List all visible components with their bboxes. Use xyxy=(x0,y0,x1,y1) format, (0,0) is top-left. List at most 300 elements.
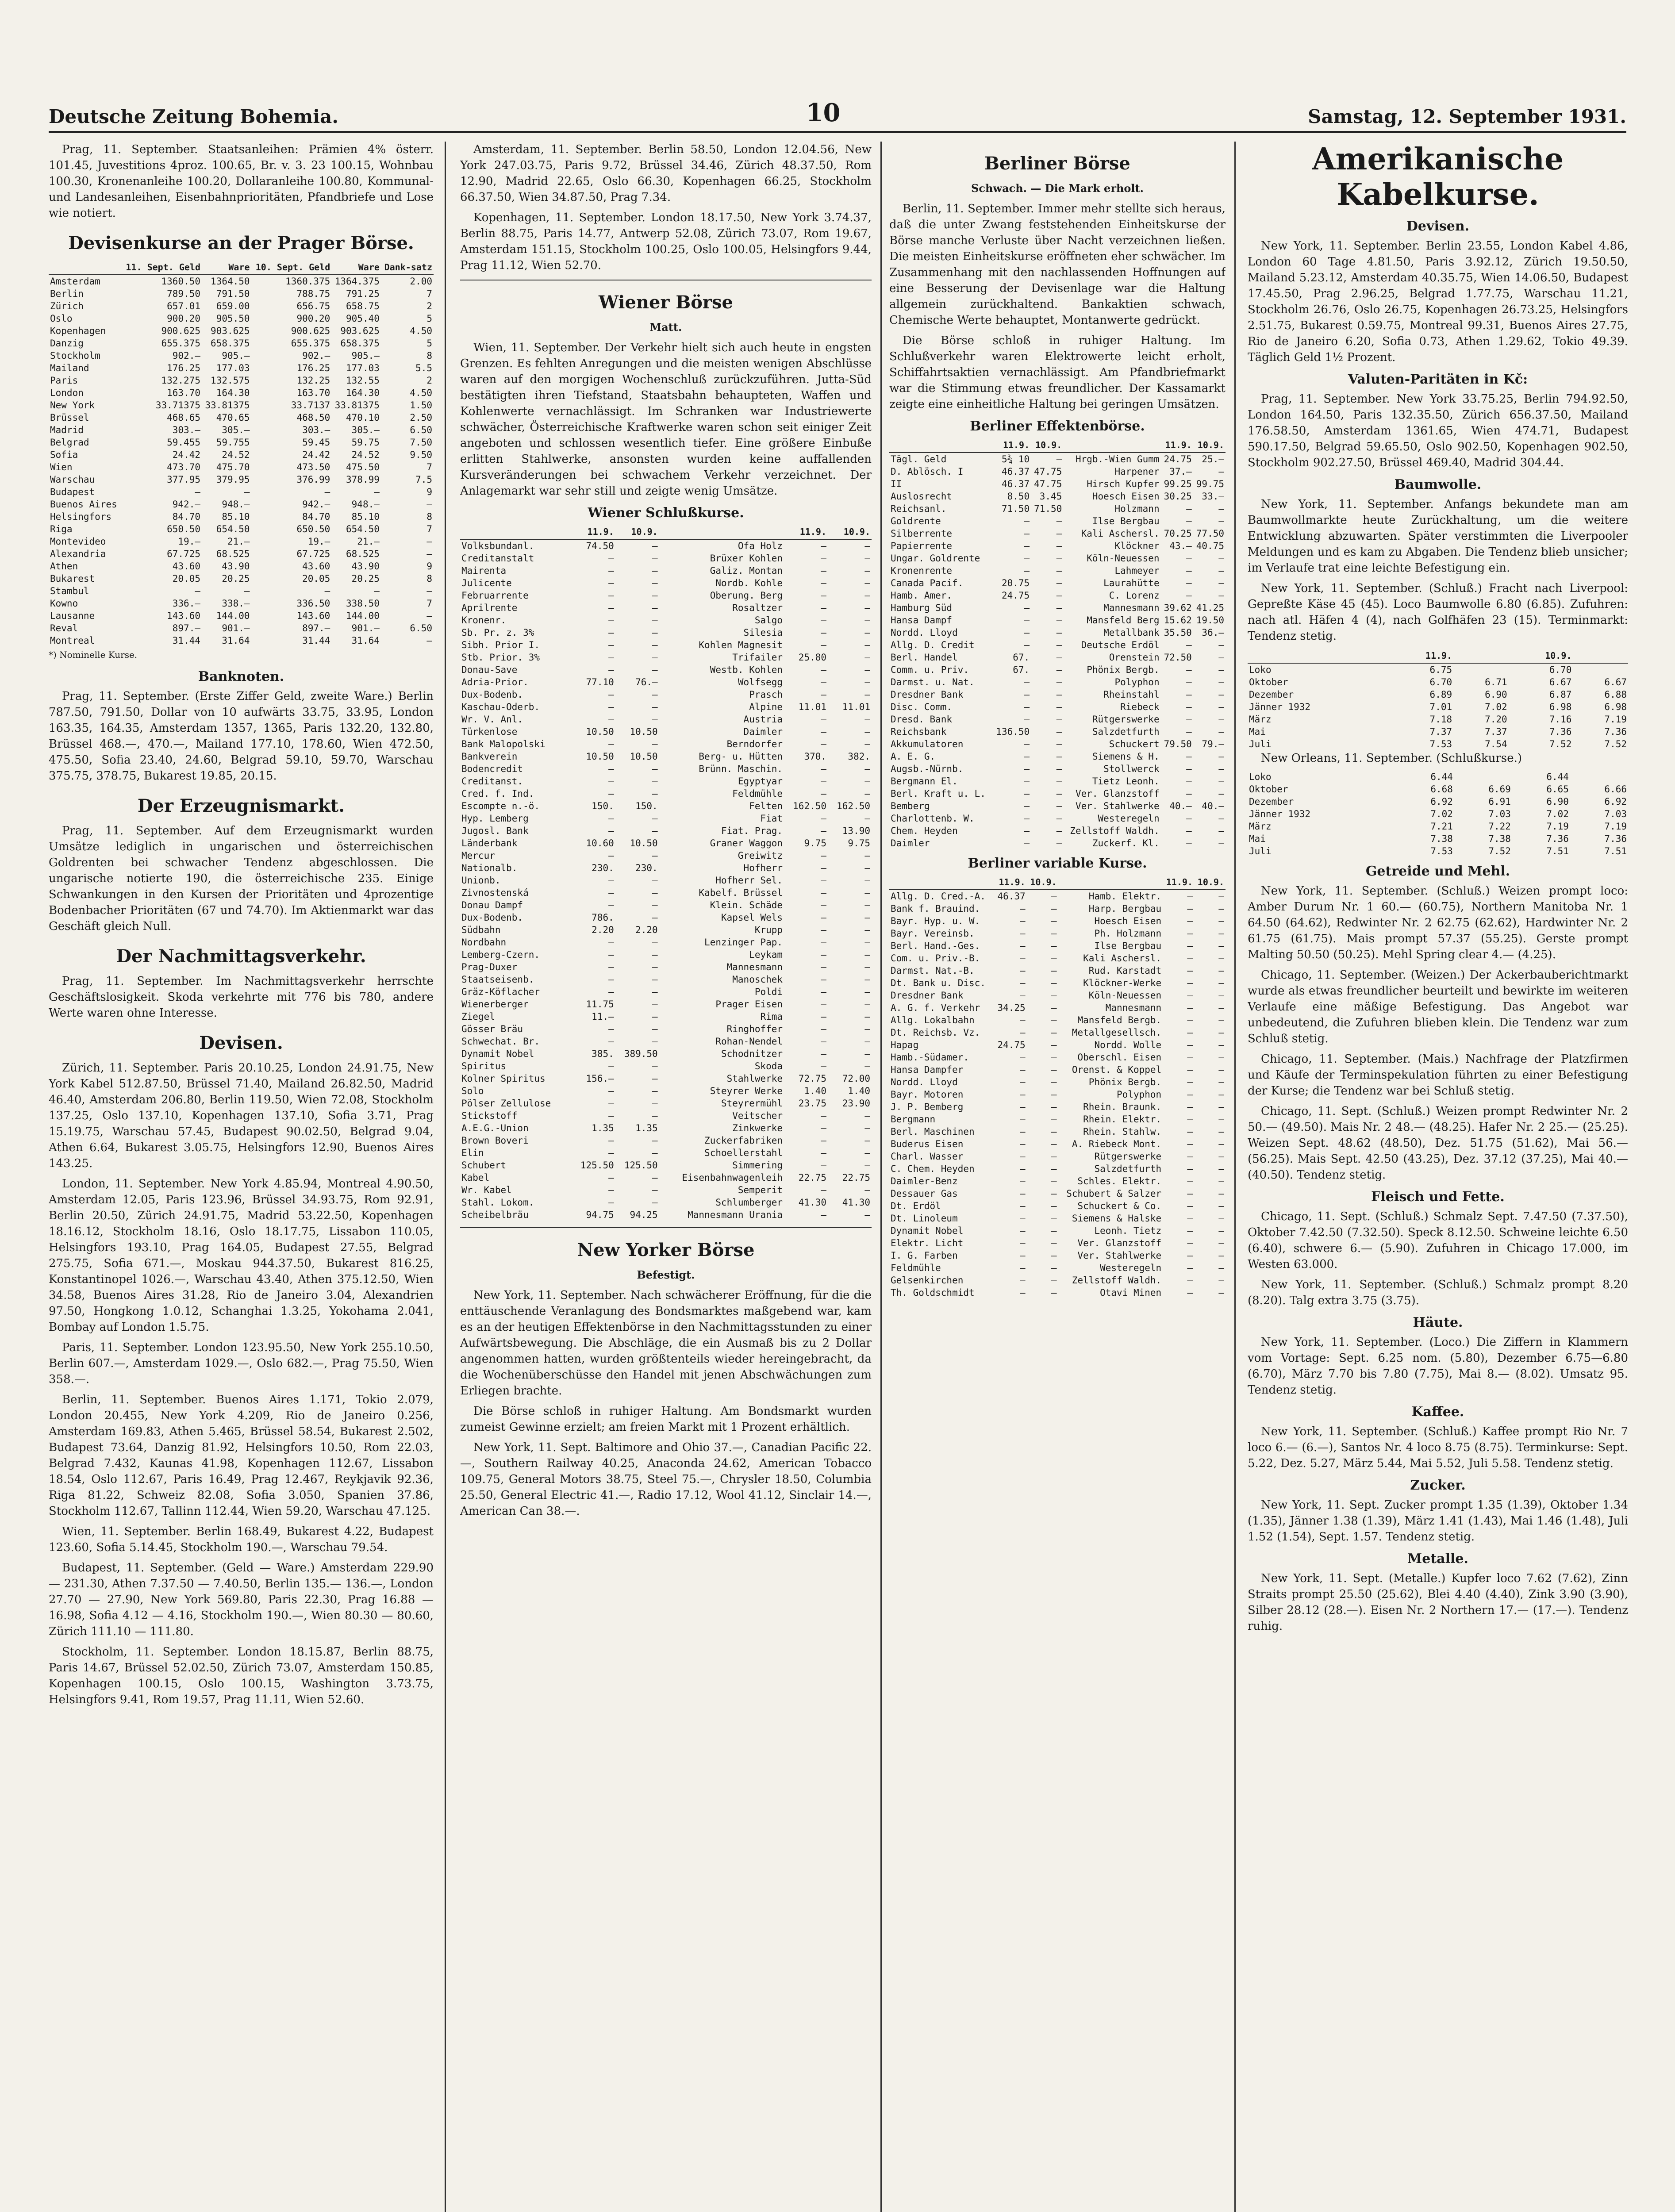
variable-cell: — xyxy=(1218,990,1224,1001)
article-paragraph: Chicago, 11. September. (Weizen.) Der Ackerbauberichtmarkt wurde als etwas freundlicher beurteilt und bewirkte im weiteren Verlaufe eine mäßige Befestigung. Das Angebot war unbedeutend, die Zufuhren blieben klein. Die Tendenz war zum Schluß stetig. xyxy=(1248,968,1628,1045)
table-row xyxy=(460,1023,872,1035)
devisen-cell: Sofia xyxy=(50,449,78,460)
variable-cell: — xyxy=(1187,1213,1193,1224)
variable-cell: — xyxy=(1051,1139,1057,1149)
devisen-cell: — xyxy=(195,586,200,596)
schlusskurse-cell: 1.40 xyxy=(804,1086,827,1096)
devisen-cell: 4.50 xyxy=(410,326,432,336)
devisen-cell: 59.45 xyxy=(302,437,330,448)
table-row xyxy=(460,614,872,626)
effekten-cell: 72.50 xyxy=(1164,652,1192,663)
schlusskurse-cell: — xyxy=(821,603,827,613)
variable-cell: — xyxy=(1218,1176,1224,1187)
variable-cell: — xyxy=(1020,916,1026,926)
variable-cell: Nordd. Wolle xyxy=(1094,1040,1162,1050)
baumwolle-cell: 7.02 xyxy=(1485,702,1507,712)
column-2 xyxy=(460,142,872,2212)
schlusskurse-cell: — xyxy=(652,999,658,1010)
schlusskurse-cell: 9.75 xyxy=(804,838,827,849)
effekten-cell: — xyxy=(1218,788,1224,799)
devisen-cell: 655.375 xyxy=(291,338,330,349)
new-orleans-cell: 7.52 xyxy=(1488,846,1511,856)
table-row xyxy=(889,589,1226,602)
effekten-cell: Hamb. Amer. xyxy=(891,590,953,601)
variable-cell: — xyxy=(1020,1275,1026,1286)
schlusskurse-cell: — xyxy=(821,640,827,650)
devisen-cell: 33.81375 xyxy=(334,400,380,411)
variable-cell: — xyxy=(1218,1077,1224,1087)
schlusskurse-cell: Schoellerstahl xyxy=(704,1148,783,1158)
schlusskurse-cell: — xyxy=(864,850,870,861)
schlusskurse-cell: — xyxy=(652,900,658,910)
devisen-cell: Stambul xyxy=(50,586,89,596)
devisen-cell: 20.25 xyxy=(351,573,380,584)
devisen-cell: 1364.375 xyxy=(334,276,380,287)
variable-cell: Hoesch Eisen xyxy=(1094,916,1162,926)
devisen-cell: 163.70 xyxy=(167,388,200,398)
schlusskurse-cell: 22.75 xyxy=(798,1172,827,1183)
new-orleans-cell: 6.44 xyxy=(1546,772,1569,782)
variable-cell: — xyxy=(1020,978,1026,988)
variable-cell: — xyxy=(1187,1287,1193,1298)
schlusskurse-cell: — xyxy=(608,664,614,675)
schlusskurse-cell: Pölser Zellulose xyxy=(461,1098,551,1109)
effekten-cell: Metallbank xyxy=(1103,627,1160,638)
table-row xyxy=(889,837,1226,849)
effekten-cell: Augsb.-Nürnb. xyxy=(891,764,964,774)
variable-cell: — xyxy=(1218,1213,1224,1224)
devisen-cell: 85.10 xyxy=(351,511,380,522)
table-row xyxy=(460,998,872,1010)
table-row xyxy=(49,424,434,436)
variable-header xyxy=(889,875,994,890)
devisen-cell: 468.65 xyxy=(167,412,200,423)
devisen-cell: Helsingfors xyxy=(50,511,112,522)
schlusskurse-cell: 382. xyxy=(848,751,870,762)
variable-cell: — xyxy=(1051,1015,1057,1025)
schlusskurse-cell: — xyxy=(652,702,658,712)
devisen-header: 10. Sept. Geld xyxy=(251,260,332,275)
schlusskurse-cell: — xyxy=(864,1185,870,1195)
table-row xyxy=(460,986,872,998)
schlusskurse-cell: — xyxy=(608,1036,614,1047)
schlusskurse-cell: Staatseisenb. xyxy=(461,974,534,985)
schlusskurse-cell: Krupp xyxy=(754,925,783,935)
devisen-cell: 654.50 xyxy=(216,524,250,534)
devisen-cell: Stockholm xyxy=(50,350,100,361)
devisen-cell: 338.— xyxy=(222,598,250,609)
variable-cell: — xyxy=(1187,1164,1193,1174)
effekten-cell: — xyxy=(1024,702,1030,712)
schlusskurse-cell: — xyxy=(821,1210,827,1220)
variable-cell: — xyxy=(1218,1201,1224,1211)
effekten-cell: — xyxy=(1056,788,1062,799)
devisen-header xyxy=(49,260,121,275)
variable-cell: — xyxy=(1051,1188,1057,1199)
baumwolle-cell: 6.98 xyxy=(1604,702,1627,712)
devisen-cell: Paris xyxy=(50,375,78,386)
new-orleans-cell: 7.03 xyxy=(1488,809,1511,819)
table-row xyxy=(49,461,434,473)
table-row xyxy=(889,527,1226,540)
devisen-cell: 6.50 xyxy=(410,425,432,435)
effekten-cell: Deutsche Erdöl xyxy=(1081,640,1160,650)
devisen-cell: 905.— xyxy=(222,350,250,361)
table-row xyxy=(49,511,434,523)
variable-cell: — xyxy=(1051,1201,1057,1211)
section-subheading: Matt. xyxy=(649,321,682,334)
schlusskurse-cell: Nordbahn xyxy=(461,937,507,948)
devisen-cell: 650.50 xyxy=(296,524,330,534)
schlusskurse-cell: — xyxy=(652,1024,658,1034)
effekten-cell: 47.75 xyxy=(1034,466,1062,477)
masthead-date: Samstag, 12. September 1931. xyxy=(1308,106,1626,127)
variable-cell: Zellstoff Waldh. xyxy=(1072,1275,1162,1286)
table-row xyxy=(49,597,434,610)
schlusskurse-cell: Gräz-Köflacher xyxy=(461,987,540,997)
article-paragraph: Die Börse schloß in ruhiger Haltung. Im Schlußverkehr waren Elektrowerte leicht erholt, Schiffahrtsaktien vernachlässigt. Am Pfandbriefmarkt war die Stimmung etwas freundlicher. Der Kassamarkt zeigte eine einheitliche Haltung bei geringen Umsätzen. xyxy=(889,334,1226,411)
schlusskurse-cell: Feldmühle xyxy=(732,788,783,799)
effekten-cell: — xyxy=(1056,813,1062,824)
variable-cell: Klöckner-Werke xyxy=(1083,978,1162,988)
devisen-cell: Montevideo xyxy=(50,536,106,547)
devisen-cell: 338.50 xyxy=(346,598,380,609)
schlusskurse-cell: 1.35 xyxy=(635,1123,658,1133)
variable-cell: — xyxy=(1187,1250,1193,1261)
schlusskurse-cell: Bank Malopolski xyxy=(461,739,546,749)
variable-cell: J. P. Bemberg xyxy=(891,1102,964,1112)
devisen-cell: Danzig xyxy=(50,338,84,349)
schlusskurse-cell: — xyxy=(652,974,658,985)
devisen-cell: 31.64 xyxy=(351,635,380,646)
article-paragraph: New York, 11. Sept. Baltimore and Ohio 37.—, Canadian Pacific 22.—, Southern Railway 40.25, Anaconda 24.62, American Tobacco 109.75, General Motors 38.75, Steel 75.—, Chrysler 18.50, Columbia 25.50, General Electric 41.—, Radio 17.12, Wool 41.12, Sinclair 14.—, American Can 38.—. xyxy=(460,1441,872,1518)
schlusskurse-cell: — xyxy=(821,925,827,935)
table-row xyxy=(460,664,872,676)
devisen-cell: 9 xyxy=(426,561,432,572)
table-row xyxy=(889,1101,1226,1113)
effekten-cell: Mansfeld Berg xyxy=(1087,615,1160,626)
new-orleans-cell: 7.02 xyxy=(1430,809,1453,819)
schlusskurse-cell: 22.75 xyxy=(842,1172,870,1183)
effekten-cell: — xyxy=(1024,813,1030,824)
article-paragraph: Kopenhagen, 11. September. London 18.17.50, New York 3.74.37, Berlin 88.75, Paris 14.77, Antwerp 52.08, Zürich 73.07, Rom 19.67, Amsterdam 151.15, Stockholm 100.25, Oslo 100.05, Helsingfors 9.44, Prag 11.12, Wien 52.70. xyxy=(460,211,872,272)
devisen-cell: 789.50 xyxy=(167,288,200,299)
table-row xyxy=(460,911,872,924)
baumwolle-cell: 6.70 xyxy=(1549,664,1572,675)
schlusskurse-cell: 10.60 xyxy=(586,838,614,849)
schlusskurse-cell: Wolfsegg xyxy=(738,677,783,687)
table-row xyxy=(889,565,1226,577)
variable-cell: Bayr. Vereinsb. xyxy=(891,928,975,939)
table-row xyxy=(1248,713,1628,726)
variable-cell: Köln-Neuessen xyxy=(1088,990,1162,1001)
variable-cell: — xyxy=(1020,1164,1026,1174)
effekten-cell: Ilse Bergbau xyxy=(1092,516,1160,526)
schlusskurse-cell: — xyxy=(864,764,870,774)
schlusskurse-cell: — xyxy=(652,850,658,861)
devisen-cell: 144.00 xyxy=(216,611,250,621)
effekten-cell: 3.45 xyxy=(1039,491,1062,502)
schlusskurse-cell: Leykam xyxy=(749,949,783,960)
variable-cell: — xyxy=(1051,1064,1057,1075)
schlusskurse-cell: — xyxy=(652,714,658,725)
schlusskurse-cell: — xyxy=(821,826,827,836)
effekten-cell: C. Lorenz xyxy=(1109,590,1160,601)
variable-cell: Ver. Stahlwerke xyxy=(1077,1250,1162,1261)
table-row xyxy=(460,973,872,986)
schlusskurse-cell: — xyxy=(864,1135,870,1146)
effekten-cell: — xyxy=(1024,565,1030,576)
effekten-cell: Dresd. Bank xyxy=(891,714,953,725)
schlusskurse-cell: Daimler xyxy=(743,726,783,737)
variable-cell: — xyxy=(1218,916,1224,926)
effekten-cell: — xyxy=(1024,714,1030,725)
section-heading: Devisen. xyxy=(199,1033,283,1053)
variable-cell: — xyxy=(1218,1151,1224,1162)
effekten-cell: — xyxy=(1056,739,1062,749)
new-orleans-cell: 6.66 xyxy=(1604,784,1627,795)
baumwolle-cell: 7.37 xyxy=(1485,726,1507,737)
table-row xyxy=(889,1187,1226,1200)
effekten-cell: — xyxy=(1024,838,1030,849)
table-row xyxy=(889,626,1226,639)
table-row xyxy=(1248,738,1628,750)
schlusskurse-cell: 230. xyxy=(592,863,614,873)
effekten-cell: — xyxy=(1186,503,1192,514)
schlusskurse-cell: — xyxy=(864,652,870,663)
schlusskurse-cell: — xyxy=(821,1061,827,1071)
variable-cell: Dynamit Nobel xyxy=(891,1225,964,1236)
devisen-cell: 903.625 xyxy=(340,326,380,336)
devisen-cell: 7 xyxy=(426,598,432,609)
devisen-cell: 8 xyxy=(426,573,432,584)
schlusskurse-cell: Prag-Duxer xyxy=(461,962,518,972)
variable-cell: — xyxy=(1051,1102,1057,1112)
schlusskurse-cell: Semperit xyxy=(738,1185,783,1195)
variable-cell: Nordd. Lloyd xyxy=(891,1077,958,1087)
devisen-cell: 470.10 xyxy=(346,412,380,423)
baumwolle-cell: 7.54 xyxy=(1485,739,1507,749)
effekten-cell: — xyxy=(1218,813,1224,824)
variable-cell: — xyxy=(1218,1114,1224,1125)
devisen-cell: 177.03 xyxy=(216,363,250,373)
effekten-header: 10.9. xyxy=(1193,438,1226,453)
effekten-cell: Dresdner Bank xyxy=(891,689,964,700)
table-row xyxy=(889,701,1226,713)
schlusskurse-cell: — xyxy=(864,987,870,997)
article-paragraph: Prag, 11. September. New York 33.75.25, Berlin 794.92.50, London 164.50, Paris 132.35.50, Zürich 656.37.50, Mailand 176.58.50, Amsterdam 1361.65, Wien 474.71, Budapest 590.17.50, Belgrad 59.65.50, Oslo 902.50, Kopenhagen 902.50, Stockholm 902.27.50, Brüssel 469.40, Madrid 304.44. xyxy=(1248,392,1628,469)
schlusskurse-cell: — xyxy=(608,949,614,960)
schlusskurse-cell: — xyxy=(864,603,870,613)
table-row xyxy=(889,515,1226,527)
schlusskurse-header: 10.9. xyxy=(828,525,872,539)
schlusskurse-cell: — xyxy=(652,590,658,601)
variable-cell: — xyxy=(1051,1114,1057,1125)
variable-cell: — xyxy=(1218,1052,1224,1063)
effekten-cell: — xyxy=(1218,726,1224,737)
devisen-cell: 2.50 xyxy=(410,412,432,423)
variable-cell: Bayr. Hyp. u. W. xyxy=(891,916,980,926)
schlusskurse-cell: — xyxy=(821,1036,827,1047)
new-orleans-cell: März xyxy=(1249,821,1272,832)
schlusskurse-cell: Kabelf. Brüssel xyxy=(699,887,783,898)
schlusskurse-cell: — xyxy=(652,652,658,663)
effekten-cell: Klöckner xyxy=(1114,541,1160,551)
effekten-cell: D. Ablösch. I xyxy=(891,466,964,477)
schlusskurse-cell: Volksbundanl. xyxy=(461,541,534,551)
schlusskurse-cell: Elin xyxy=(461,1148,484,1158)
table-row xyxy=(460,626,872,639)
schlusskurse-cell: — xyxy=(821,1160,827,1171)
table-row xyxy=(49,288,434,300)
effekten-cell: 67. xyxy=(1013,664,1030,675)
devisen-cell: 43.90 xyxy=(222,561,250,572)
table-row xyxy=(889,453,1226,465)
schlusskurse-cell: — xyxy=(821,850,827,861)
variable-cell: Westeregeln xyxy=(1100,1263,1162,1273)
variable-cell: — xyxy=(1187,978,1193,988)
new-orleans-cell: 7.03 xyxy=(1604,809,1627,819)
variable-cell: — xyxy=(1218,1238,1224,1248)
devisen-cell: — xyxy=(195,487,200,497)
devisen-cell: Brüssel xyxy=(50,412,89,423)
baumwolle-cell: 7.18 xyxy=(1429,714,1452,725)
effekten-cell: Köln-Neuessen xyxy=(1087,553,1160,564)
column-3 xyxy=(889,142,1226,2212)
variable-cell: — xyxy=(1051,990,1057,1001)
schlusskurse-cell: Hofherr Sel. xyxy=(715,875,783,886)
devisen-cell: 7.5 xyxy=(415,474,432,485)
schlusskurse-cell: — xyxy=(652,541,658,551)
devisen-cell: 5 xyxy=(426,313,432,324)
schlusskurse-cell: — xyxy=(608,714,614,725)
devisen-cell: 176.25 xyxy=(296,363,330,373)
schlusskurse-cell: — xyxy=(864,726,870,737)
schlusskurse-cell: — xyxy=(821,1110,827,1121)
variable-cell: — xyxy=(1020,1238,1026,1248)
new-orleans-cell: 7.51 xyxy=(1604,846,1627,856)
variable-cell: — xyxy=(1187,990,1193,1001)
effekten-cell: — xyxy=(1186,664,1192,675)
devisen-cell: 305.— xyxy=(222,425,250,435)
devisen-cell: 903.625 xyxy=(211,326,250,336)
variable-cell: A. Riebeck Mont. xyxy=(1072,1139,1162,1149)
schlusskurse-cell: — xyxy=(608,813,614,824)
variable-cell: — xyxy=(1020,965,1026,976)
variable-cell: — xyxy=(1051,1052,1057,1063)
baumwolle-header: 10.9. xyxy=(1509,649,1573,663)
schlusskurse-cell: — xyxy=(864,590,870,601)
devisen-cell: 658.375 xyxy=(211,338,250,349)
devisen-cell: 164.30 xyxy=(346,388,380,398)
effekten-cell: 67. xyxy=(1013,652,1030,663)
variable-cell: Orenst. & Koppel xyxy=(1072,1064,1162,1075)
column-rule xyxy=(1234,142,1236,2212)
schlusskurse-cell: — xyxy=(608,1197,614,1208)
schlusskurse-cell: Escompte n.-ö. xyxy=(461,801,540,811)
variable-cell: — xyxy=(1020,1213,1026,1224)
schlusskurse-cell: — xyxy=(608,590,614,601)
effekten-cell: 47.75 xyxy=(1034,479,1062,489)
devisen-cell: 900.625 xyxy=(291,326,330,336)
baumwolle-cell: Jänner 1932 xyxy=(1249,702,1311,712)
baumwolle-cell: 7.52 xyxy=(1604,739,1627,749)
schlusskurse-cell: — xyxy=(608,565,614,576)
devisen-cell: 24.52 xyxy=(351,449,380,460)
devisen-cell: 68.525 xyxy=(346,549,380,559)
table-row xyxy=(49,548,434,560)
table-row xyxy=(460,1085,872,1097)
effekten-cell: — xyxy=(1056,553,1062,564)
effekten-cell: Holzmann xyxy=(1114,503,1160,514)
effekten-cell: — xyxy=(1218,590,1224,601)
effekten-cell: 20.75 xyxy=(1001,578,1030,588)
effekten-cell: — xyxy=(1218,826,1224,836)
devisen-cell: 9.50 xyxy=(410,449,432,460)
effekten-cell: — xyxy=(1056,528,1062,539)
variable-cell: — xyxy=(1218,1275,1224,1286)
effekten-cell: Tägl. Geld xyxy=(891,454,947,465)
devisen-cell: 19.— xyxy=(307,536,330,547)
devisen-cell: 21.— xyxy=(227,536,250,547)
effekten-cell: Rheinstahl xyxy=(1103,689,1160,700)
table-row xyxy=(49,399,434,411)
schlusskurse-cell: — xyxy=(864,1024,870,1034)
new-orleans-cell: 6.44 xyxy=(1430,772,1453,782)
effekten-cell: — xyxy=(1218,578,1224,588)
schlusskurse-cell: Austria xyxy=(743,714,783,725)
schlusskurse-cell: — xyxy=(652,949,658,960)
effekten-cell: 5¾ 10 xyxy=(1001,454,1030,465)
schlusskurse-cell: — xyxy=(608,627,614,638)
variable-cell: — xyxy=(1218,941,1224,951)
variable-cell: 46.37 xyxy=(997,891,1026,902)
table-row xyxy=(889,1274,1226,1286)
effekten-cell: Schuckert xyxy=(1109,739,1160,749)
variable-cell: — xyxy=(1187,1077,1193,1087)
schlusskurse-cell: 385. xyxy=(592,1048,614,1059)
schlusskurse-cell: Brüxer Kohlen xyxy=(710,553,783,564)
variable-cell: Ilse Bergbau xyxy=(1094,941,1162,951)
schlusskurse-header xyxy=(659,525,784,539)
table-row xyxy=(889,478,1226,490)
schlusskurse-cell: — xyxy=(652,689,658,700)
devisen-cell: — xyxy=(324,586,330,596)
schlusskurse-cell: — xyxy=(608,615,614,626)
devisen-cell: 132.275 xyxy=(161,375,200,386)
schlusskurse-cell: — xyxy=(821,788,827,799)
baumwolle-cell: 7.01 xyxy=(1429,702,1452,712)
schlusskurse-cell: Ofa Holz xyxy=(738,541,783,551)
schlusskurse-cell: — xyxy=(821,987,827,997)
devisen-cell: Oslo xyxy=(50,313,73,324)
table-row xyxy=(889,1014,1226,1026)
devisen-cell: 655.375 xyxy=(161,338,200,349)
devisen-cell: 19.— xyxy=(178,536,200,547)
effekten-cell: — xyxy=(1056,764,1062,774)
schlusskurse-cell: Kaschau-Oderb. xyxy=(461,702,540,712)
schlusskurse-cell: Donau Dampf xyxy=(461,900,523,910)
schlusskurse-cell: — xyxy=(608,1148,614,1158)
devisen-cell: 377.95 xyxy=(167,474,200,485)
table-row xyxy=(49,572,434,585)
effekten-cell: 35.50 xyxy=(1164,627,1192,638)
schlusskurse-cell: Zuckerfabriken xyxy=(704,1135,783,1146)
devisen-cell: — xyxy=(426,549,432,559)
baumwolle-cell: 7.36 xyxy=(1604,726,1627,737)
variable-cell: — xyxy=(1218,1139,1224,1149)
schlusskurse-cell: — xyxy=(821,553,827,564)
